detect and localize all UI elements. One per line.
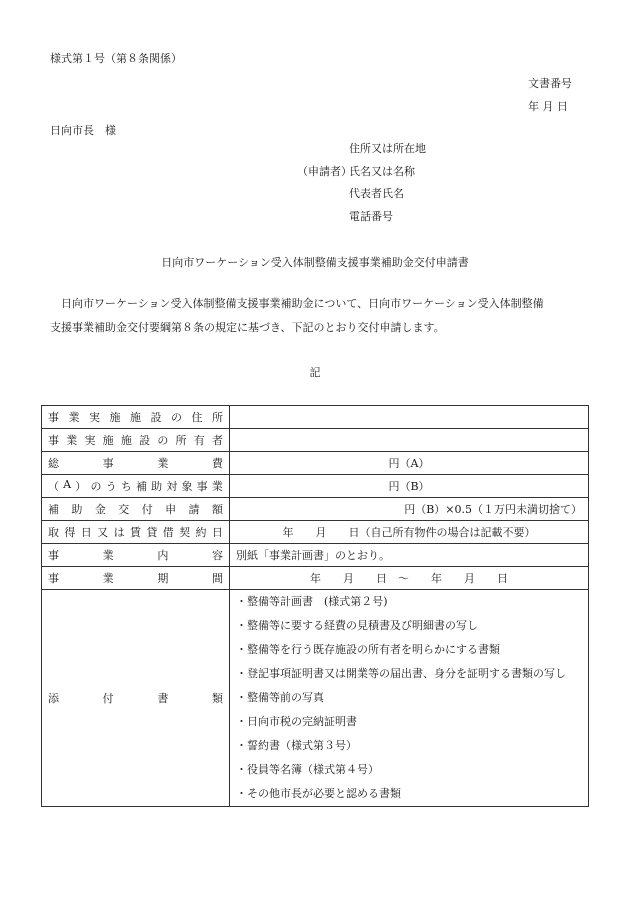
label-char: 額 xyxy=(211,503,223,516)
label-char: 付 xyxy=(141,503,153,516)
label-char: 施 xyxy=(120,434,132,447)
label-char: 業 xyxy=(102,572,114,585)
label-char: 期 xyxy=(157,572,169,585)
label-char: 業 xyxy=(211,480,223,493)
document-title: 日向市ワーケーション受入体制整備支援事業補助金交付申請書 xyxy=(161,256,469,269)
body-line-1: 日向市ワーケーション受入体制整備支援事業補助金について、日向市ワーケーション受入体制整備 xyxy=(61,297,544,310)
label-char: ） xyxy=(75,480,87,493)
label-char: 者 xyxy=(211,434,223,447)
body-line-2: 支援事業補助金交付要綱第８条の規定に基づき、下記のとおり交付申請します。 xyxy=(50,321,445,334)
attachments-list xyxy=(236,590,582,806)
list-item: ・登記事項証明書又は開業等の届出書、身分を証明する書類の写し xyxy=(236,667,566,680)
label-char: の xyxy=(157,434,169,447)
list-item: ・整備等前の写真 xyxy=(236,691,324,704)
label-char: 事 xyxy=(102,457,114,470)
list-item: ・整備等計画書 (様式第２号) xyxy=(236,595,388,608)
table-row xyxy=(42,452,589,475)
total-cost-label xyxy=(48,455,223,471)
table-row xyxy=(42,498,589,521)
form-number: 様式第１号（第８条関係） xyxy=(50,52,182,65)
label-char: の xyxy=(171,411,182,424)
list-item: ・誓約書（様式第３号） xyxy=(236,739,357,752)
total-cost-value[interactable]: 円（A） xyxy=(230,452,589,475)
label-char: 事 xyxy=(48,549,59,562)
label-char: 補 xyxy=(135,480,147,493)
label-char: 所 xyxy=(175,434,187,447)
label-char: 業 xyxy=(68,411,80,424)
label-char: 住 xyxy=(191,411,203,424)
label-char: 賃 xyxy=(129,526,141,539)
label-char: 取 xyxy=(48,526,59,539)
project-content-value[interactable]: 別紙「事業計画書」のとおり。 xyxy=(230,544,589,567)
facility-owner-label xyxy=(48,432,223,448)
label-char: 事 xyxy=(48,572,59,585)
label-char: （ xyxy=(48,480,59,493)
addressee: 日向市長 様 xyxy=(50,124,116,137)
list-item: ・その他市長が必要と認める書類 xyxy=(236,787,401,800)
label-char: 貸 xyxy=(146,526,158,539)
label-char: ち xyxy=(120,480,132,493)
label-char: 業 xyxy=(102,549,114,562)
acquisition-date-label xyxy=(48,524,223,540)
label-char: 業 xyxy=(66,434,78,447)
label-char: A xyxy=(63,478,72,491)
label-char: 日 xyxy=(80,526,92,539)
label-char: 書 xyxy=(157,692,169,705)
table-row xyxy=(42,429,589,452)
label-char: 事 xyxy=(196,480,208,493)
label-cell xyxy=(42,521,230,544)
label-char: 契 xyxy=(179,526,191,539)
label-char: 助 xyxy=(151,480,163,493)
label-char: 類 xyxy=(211,692,223,705)
application-table xyxy=(41,405,589,807)
label-char: 施 xyxy=(102,434,114,447)
label-char: 総 xyxy=(48,457,59,470)
ki-heading: 記 xyxy=(309,366,321,379)
label-char: 施 xyxy=(130,411,141,424)
label-char: 約 xyxy=(195,526,207,539)
label-char: 設 xyxy=(150,411,162,424)
applicant-representative-field: 代表者氏名 xyxy=(349,187,404,200)
label-char: 交 xyxy=(118,503,130,516)
document-number-label: 文書番号 xyxy=(528,77,572,90)
project-period-value[interactable]: 年 月 日 ～ 年 月 日 xyxy=(230,567,589,590)
label-char: 容 xyxy=(211,549,223,562)
eligible-cost-label xyxy=(48,478,223,494)
label-char: 費 xyxy=(211,457,223,470)
label-cell xyxy=(42,498,230,521)
label-char: 助 xyxy=(71,503,83,516)
label-char: 設 xyxy=(139,434,151,447)
label-char: は xyxy=(113,526,125,539)
label-cell xyxy=(42,567,230,590)
label-char: 事 xyxy=(48,434,59,447)
label-char: 事 xyxy=(48,411,59,424)
label-char: 有 xyxy=(193,434,205,447)
label-char: の xyxy=(90,480,102,493)
table-row xyxy=(42,590,589,807)
applicant-address-field: 住所又は所在地 xyxy=(349,142,426,155)
label-char: 業 xyxy=(157,457,169,470)
table-row xyxy=(42,406,589,429)
label-char: 又 xyxy=(97,526,109,539)
applicant-role-label: （申請者） xyxy=(297,165,352,178)
label-char: 内 xyxy=(157,549,169,562)
project-period-label xyxy=(48,570,223,586)
label-char: 申 xyxy=(165,503,177,516)
list-item: ・整備等を行う既存施設の所有者を明らかにする書類 xyxy=(236,643,500,656)
eligible-cost-value[interactable]: 円（B） xyxy=(230,475,589,498)
label-cell xyxy=(42,452,230,475)
acquisition-date-value[interactable]: 年 月 日（自己所有物件の場合は記載不要） xyxy=(230,521,589,544)
label-char: 日 xyxy=(211,526,223,539)
label-char: 実 xyxy=(84,434,96,447)
label-char: 所 xyxy=(212,411,223,424)
attachments-label xyxy=(48,690,223,706)
facility-address-label xyxy=(48,409,223,425)
facility-owner-value[interactable] xyxy=(230,429,589,452)
table-row xyxy=(42,567,589,590)
project-content-label xyxy=(48,547,223,563)
attachments-cell xyxy=(230,590,589,807)
label-char: 金 xyxy=(94,503,106,516)
table-row xyxy=(42,475,589,498)
body-paragraph xyxy=(50,292,590,340)
list-item: ・役員等名簿（様式第４号） xyxy=(236,763,379,776)
label-char: 施 xyxy=(109,411,121,424)
label-char: 対 xyxy=(166,480,178,493)
table-row xyxy=(42,544,589,567)
label-cell xyxy=(42,429,230,452)
label-char: 得 xyxy=(64,526,76,539)
subsidy-amount-label xyxy=(48,501,223,517)
applicant-phone-field: 電話番号 xyxy=(349,210,393,223)
applicant-name-field: 氏名又は名称 xyxy=(349,165,415,178)
list-item: ・日向市税の完納証明書 xyxy=(236,715,357,728)
label-char: 実 xyxy=(89,411,100,424)
label-cell xyxy=(42,475,230,498)
label-cell xyxy=(42,590,230,807)
subsidy-amount-value[interactable]: 円（B）×0.5（１万円未満切捨て） xyxy=(230,498,589,521)
label-char: 象 xyxy=(181,480,193,493)
label-char: 請 xyxy=(188,503,200,516)
list-item: ・整備等に要する経費の見積書及び明細書の写し xyxy=(236,619,478,632)
label-cell xyxy=(42,544,230,567)
date-label: 年 月 日 xyxy=(528,100,568,113)
label-char: 間 xyxy=(211,572,223,585)
table-row xyxy=(42,521,589,544)
label-cell xyxy=(42,406,230,429)
label-char: 付 xyxy=(102,692,114,705)
label-char: 添 xyxy=(48,692,59,705)
label-char: 借 xyxy=(162,526,174,539)
facility-address-value[interactable] xyxy=(230,406,589,429)
label-char: 補 xyxy=(48,503,59,516)
label-char: う xyxy=(105,480,117,493)
